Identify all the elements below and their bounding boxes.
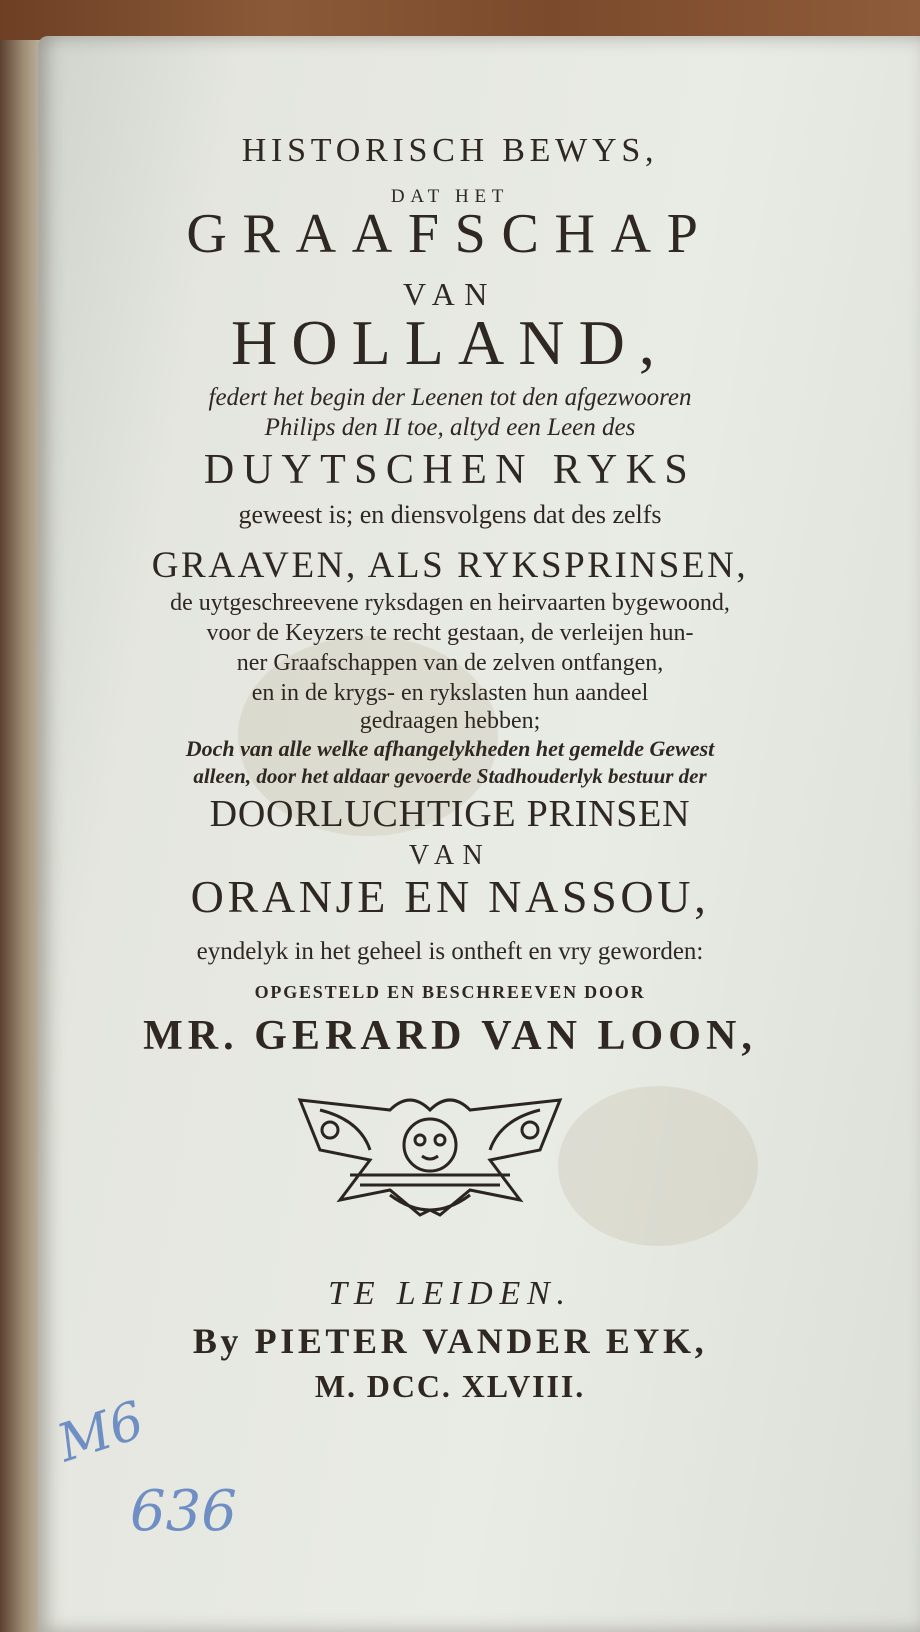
printers-ornament-icon: [290, 1090, 570, 1225]
title-line-19: VAN: [408, 840, 492, 871]
handwritten-shelfmark: [40, 1380, 260, 1560]
title-line-2: DAT HET: [390, 186, 510, 207]
title-line-4: VAN: [402, 276, 497, 312]
title-line-21: eyndelyk in het geheel is ontheft en vry geworden:: [196, 938, 704, 965]
title-line-13: ner Graafschappen van de zelven ontfangen,: [236, 650, 664, 676]
title-line-20: ORANJE EN NASSOU,: [190, 871, 710, 922]
title-line-7: Philips den II toe, altyd een Leen des: [264, 414, 636, 441]
title-line-1: HISTORISCH BEWYS,: [241, 132, 659, 169]
title-line-3: GRAAFSCHAP: [186, 203, 714, 265]
author-line: MR. GERARD VAN LOON,: [143, 1013, 757, 1059]
title-line-14: en in de krygs- en rykslasten hun aandeel: [251, 680, 649, 706]
title-line-18: DOORLUCHTIGE PRINSEN: [209, 793, 691, 835]
title-line-15: gedraagen hebben;: [359, 708, 541, 734]
title-line-5: HOLLAND,: [231, 307, 669, 378]
title-line-8: DUYTSCHEN RYKS: [203, 447, 697, 493]
title-line-16: Doch van alle welke afhangelykheden het gemelde Gewest: [185, 736, 715, 761]
title-line-17: alleen, door het aldaar gevoerde Stadhouderlyk bestuur der: [193, 764, 707, 788]
imprint-place: TE LEIDEN.: [328, 1275, 572, 1312]
imprint-publisher: By PIETER VANDER EYK,: [192, 1321, 708, 1361]
title-line-10: GRAAVEN, ALS RYKSPRINSEN,: [151, 545, 749, 586]
title-line-6: federt het begin der Leenen tot den afgezwooren: [208, 384, 692, 411]
shelfmark-line-1: M6: [50, 1390, 152, 1475]
shelfmark-line-2: 636: [130, 1479, 237, 1544]
title-line-9: geweest is; en diensvolgens dat des zelfs: [238, 500, 662, 529]
title-line-11: de uytgeschreevene ryksdagen en heirvaarten bygewoond,: [170, 590, 730, 616]
title-line-12: voor de Keyzers te recht gestaan, de verleijen hun-: [206, 620, 694, 646]
title-line-22: OPGESTELD EN BESCHREEVEN DOOR: [254, 982, 646, 1002]
imprint-year: M. DCC. XLVIII.: [314, 1368, 586, 1404]
